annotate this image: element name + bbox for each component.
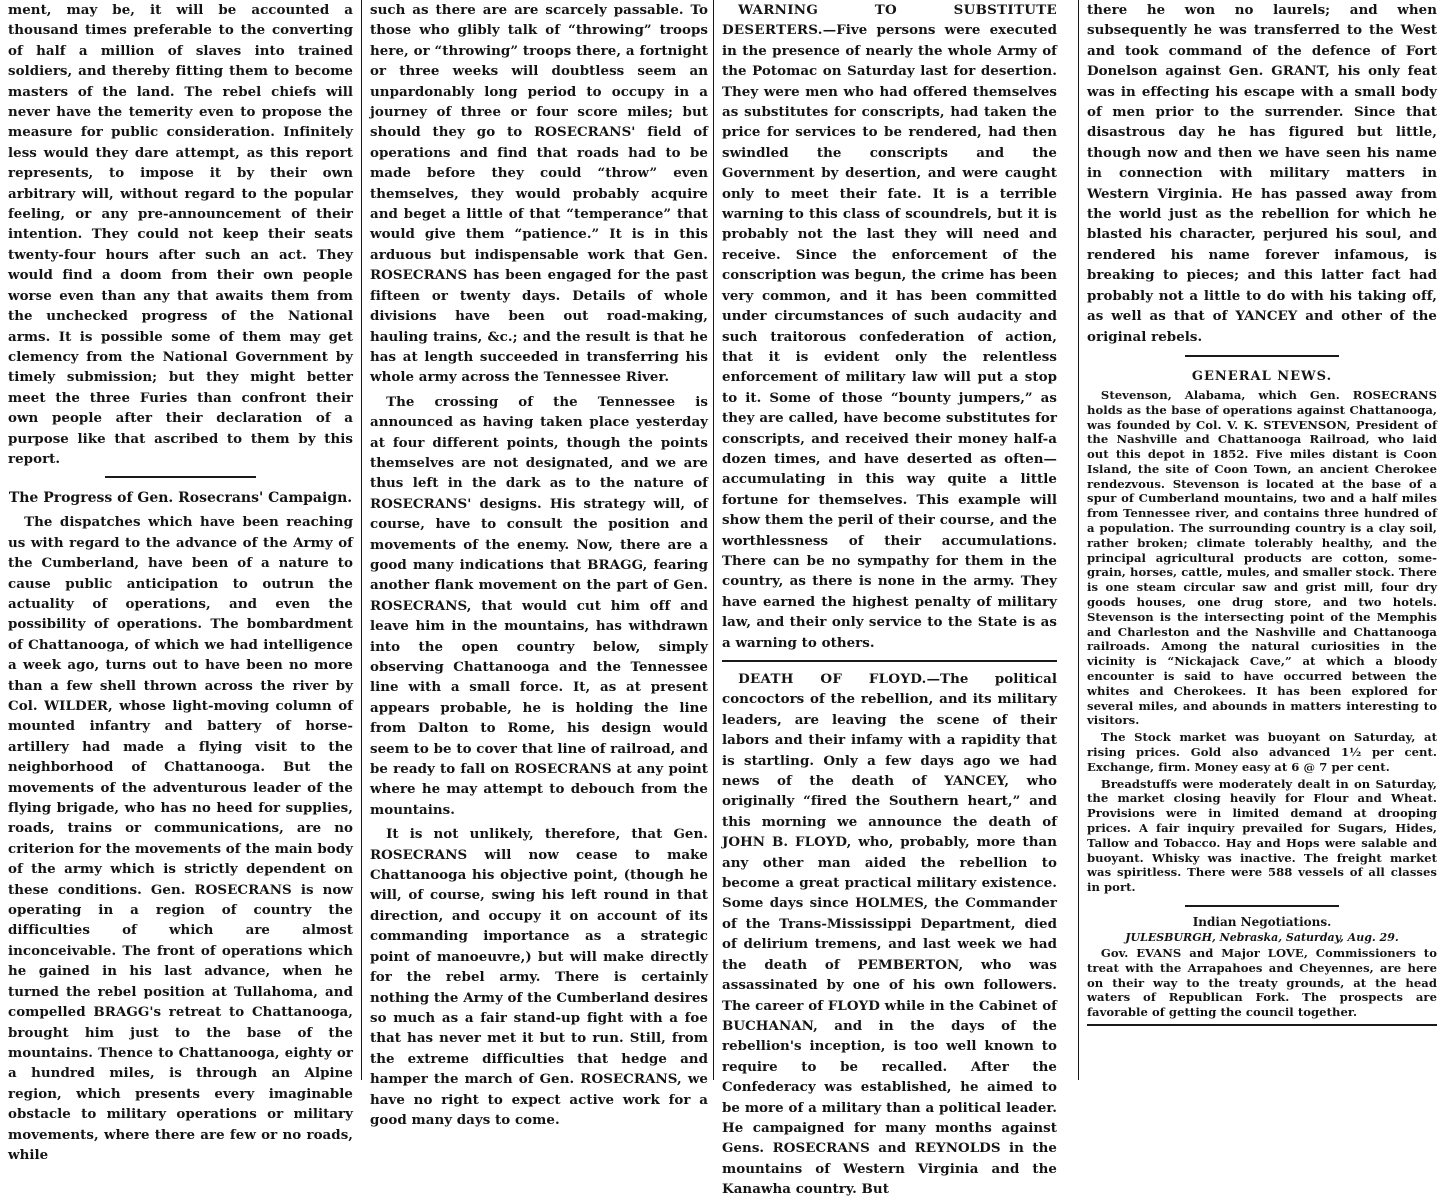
column-divider: [713, 0, 714, 1080]
article-separator: [722, 660, 1057, 662]
news-briefs: [1087, 946, 1437, 1020]
news-item: Breadstuffs were moderately dealt in on Saturday, the market closing heavily for Flour and Wheat. Provisions were in limited demand at drooping prices. A fair inquiry prevailed for Sugars, Hides, Tallow and Tobacco. Hay and Hops were salable and buoyant. Whisky was inactive. The freight market was spiritless. There were 588 vessels of all classes in port.: [1087, 776, 1437, 895]
article-separator: [1185, 905, 1339, 907]
column-divider: [361, 0, 362, 1080]
news-item: Stevenson, Alabama, which Gen. ROSECRANS holds as the base of operations against Chattanooga, was founded by Col. V. K. STEVENSON, President of the Nashville and Chattanooga Railroad, who laid out this depot in 1852. Five miles distant is Coon Island, the site of Coon Town, an ancient Cherokee rendezvous. Stevenson is located at the base of a spur of Cumberland mountains, two and a half miles from Tennessee river, and contains three hundred of a population. The surrounding country is a clay soil, rather broken; climate tolerably healthy, and the principal agricultural products are cotton, some-grain, horses, cattle, mules, and smaller stock. There is one steam circular saw and grist mill, four dry goods houses, one drug store, and two hotels. Stevenson is the intersecting point of the Memphis and Charleston and the Nashville and Chattanooga railroads. Among the natural curiosities in the vicinity is “Nickajack Cave,” at which a bloody encounter is said to have occurred between the whites and Cherokees. It has been explored for several miles, and abounds in matters interesting to visitors.: [1087, 387, 1437, 728]
editorial-paragraph: [722, 669, 1057, 1200]
news-item: Gov. EVANS and Major LOVE, Commissioners to treat with the Arrapahoes and Cheyennes, are here on their way to the treaty grounds, at the head waters of Republican Fork. The prospects are favorable of getting the council together.: [1087, 946, 1437, 1020]
article-body: The dispatches which have been reaching us with regard to the advance of the Army of the Cumberland, have been of a nature to cause public anticipation to outrun the actuality of operations, and even the possibility of operations. The bombardment of Chattanooga, of which we had intelligence a week ago, turns out to have been no more than a few shell thrown across the river by Col. WILDER, whose light-moving column of mounted infantry and battery of horse-artillery had made a flying visit to the neighborhood of Chattanooga. But the movements of the adventurous leader of the flying brigade, who has no heed for supplies, roads, trains or communications, are no criterion for the movements of the main body of the army which is strictly dependent on these conditions. Gen. ROSECRANS is now operating in a region of country the difficulties of which are almost inconceivable. The front of operations which he gained in his last advance, when he turned the rebel position at Tullahoma, and compelled BRAGG's retreat to Chattanooga, brought him just to the base of the mountains. Thence to Chattanooga, eighty or a hundred miles, is through an Alpine region, which presents every imaginable obstacle to military operations or military movements, where there are few or no roads, while: [8, 514, 353, 1163]
editorial-body: —The political concoctors of the rebellion, and its military leaders, are leaving the scene of their labors and their infamy with a rapidity that is startling. Only a few days ago we had news of the death of YANCEY, who originally “fired the Southern heart,” and this morning we announce the death of JOHN B. FLOYD, who, probably, more than any other man aided the rebellion to become a great practical military existence. Some days since HOLMES, the Commander of the Trans-Mississippi Department, died of delirium tremens, and last week we had the death of PEMBERTON, who was assassinated by one of his own followers. The career of FLOYD while in the Cabinet of BUCHANAN, and in the days of the rebellion's inception, is too well known to require to be recalled. After the Confederacy was established, he aimed to be more of a military than a political leader. He campaigned for many months against Gens. ROSECRANS and REYNOLDS in the mountains of Western Virginia and the Kanawha country. But: [722, 671, 1057, 1198]
editorial-title: DEATH OF FLOYD.: [738, 671, 927, 687]
article-continuation: ment, may be, it will be accounted a thousand times preferable to the converting of half a million of slaves into trained soldiers, and thereby fitting them to become masters of the land. The rebel chiefs will never have the temerity even to propose the measure for public consideration. Infinitely less would they dare attempt, as this report represents, to impose it by their own arbitrary will, without regard to the popular feeling, or any pre-announcement of their intention. They could not keep their seats twenty-four hours after such an act. They would find a doom from their own people worse even than any that awaits them from the unchecked progress of the National arms. It is possible some of them may get clemency from the National Government by timely submission; but they might better meet the three Furies than confront their own people after their declaration of a purpose like that ascribed to them by this report.: [8, 2, 353, 467]
article-separator: [105, 476, 257, 478]
article-headline: The Progress of Gen. Rosecrans' Campaign.: [8, 490, 353, 507]
section-title: GENERAL NEWS.: [1191, 368, 1333, 384]
editorial-paragraph: [722, 0, 1057, 653]
dateline: JULESBURGH, Nebraska, Saturday, Aug. 29.: [1125, 931, 1399, 944]
column-2: [370, 0, 708, 1128]
article-continuation: there he won no laurels; and when subsequently he was transferred to the West and took command of the defence of Fort Donelson against Gen. GRANT, his only feat was in effecting his escape with a small body of men prior to the surrender. Since that disastrous day he has figured but little, though now and then we have seen his name in connection with military matters in Western Virginia. He has passed away from the world just as the rebellion for which he blasted his character, perjured his soul, and rendered his name forever infamous, is breaking to pieces; and this latter fact had probably not a little to do with his taking off, as well as that of YANCEY and other of the original rebels.: [1087, 2, 1437, 345]
article-body: The crossing of the Tennessee is announced as having taken place yesterday at four different points, though the points themselves are not designated, and we are thus left in the dark as to the nature of ROSECRANS' designs. His strategy will, of course, have to consult the position and movements of the enemy. Now, there are a good many indications that BRAGG, fearing another flank movement on the part of Gen. ROSECRANS, that would cut him off and leave him in the mountains, has withdrawn into the open country below, simply observing Chattanooga and the Tennessee line with a small force. It, as at present appears probable, he is holding the line from Dalton to Rome, his design would seem to be to cover that line of railroad, and be ready to fall on ROSECRANS at any point where he may attempt to debouch from the mountains.: [370, 393, 708, 818]
column-4: [1087, 0, 1437, 1080]
column-divider: [1078, 0, 1079, 1080]
news-item: The Stock market was buoyant on Saturday, at rising prices. Gold also advanced 1½ per cent. Exchange, firm. Money easy at 6 @ 7 per cent.: [1087, 730, 1437, 774]
editorial-body: —Five persons were executed in the presence of nearly the whole Army of the Potomac on Saturday last for desertion. They were men who had offered themselves as substitutes for conscripts, had taken the price for services to be rendered, had then swindled the conscripts and the Government by desertion, and were caught only to meet their fate. It is a terrible warning to this class of scoundrels, but it is probably not the last they will need and receive. Since the enforcement of the conscription was begun, the crime has been very common, and it has been committed under circumstances of such audacity and such traitorous confederation of action, that it is evident only the relentless enforcement of military law will put a stop to it. Some of those “bounty jumpers,” as they are called, have become substitutes for conscripts, and received their money half-a dozen times, and have deserted as often—accumulating in this way quite a little fortune for themselves. This example will show them the peril of their course, and the worthlessness of their accumulations. There can be no sympathy for them in the country, as there is none in the army. They have earned the highest penalty of military law, and their only service to the State is as a warning to others.: [722, 22, 1057, 651]
news-briefs: [1087, 388, 1437, 895]
news-subhead: Indian Negotiations.: [1192, 915, 1332, 929]
article-separator: [1185, 355, 1339, 357]
article-separator: [1087, 1024, 1437, 1026]
article-body: such as there are are scarcely passable. To those who glibly talk of “throwing” troops here, or “throwing” troops there, a fortnight or three weeks will doubtless seem an unpardonably long period to occupy in a journey of three or four score miles; but should they go to ROSECRANS' field of operations and find that roads had to be made before they could “throw” even themselves, they would probably acquire and beget a little of that “temperance” that would give them “patience.” It is in this arduous but indispensable work that Gen. ROSECRANS has been engaged for the past fifteen or twenty days. Details of whole divisions have been out road-making, hauling trains, &c.; and the result is that he has at length succeeded in transferring his whole army across the Tennessee River.: [370, 2, 708, 386]
column-3: [722, 0, 1057, 1198]
column-1: [8, 0, 353, 1163]
editorial-title: WARNING TO SUBSTITUTE DESERTERS.: [722, 2, 1057, 39]
article-body: It is not unlikely, therefore, that Gen. ROSECRANS will now cease to make Chattanooga his objective point, (though he will, of course, swing his left round in that direction, and occupy it on account of its commanding importance as a strategic point of manoeuvre,) but will make directly for the rebel army. There is certainly nothing the Army of the Cumberland desires so much as a fair stand-up fight with a foe that has never met it but to run. Still, from the extreme difficulties that hedge and hamper the march of Gen. ROSECRANS, we have no right to expect active work for a good many days to come.: [370, 826, 708, 1128]
